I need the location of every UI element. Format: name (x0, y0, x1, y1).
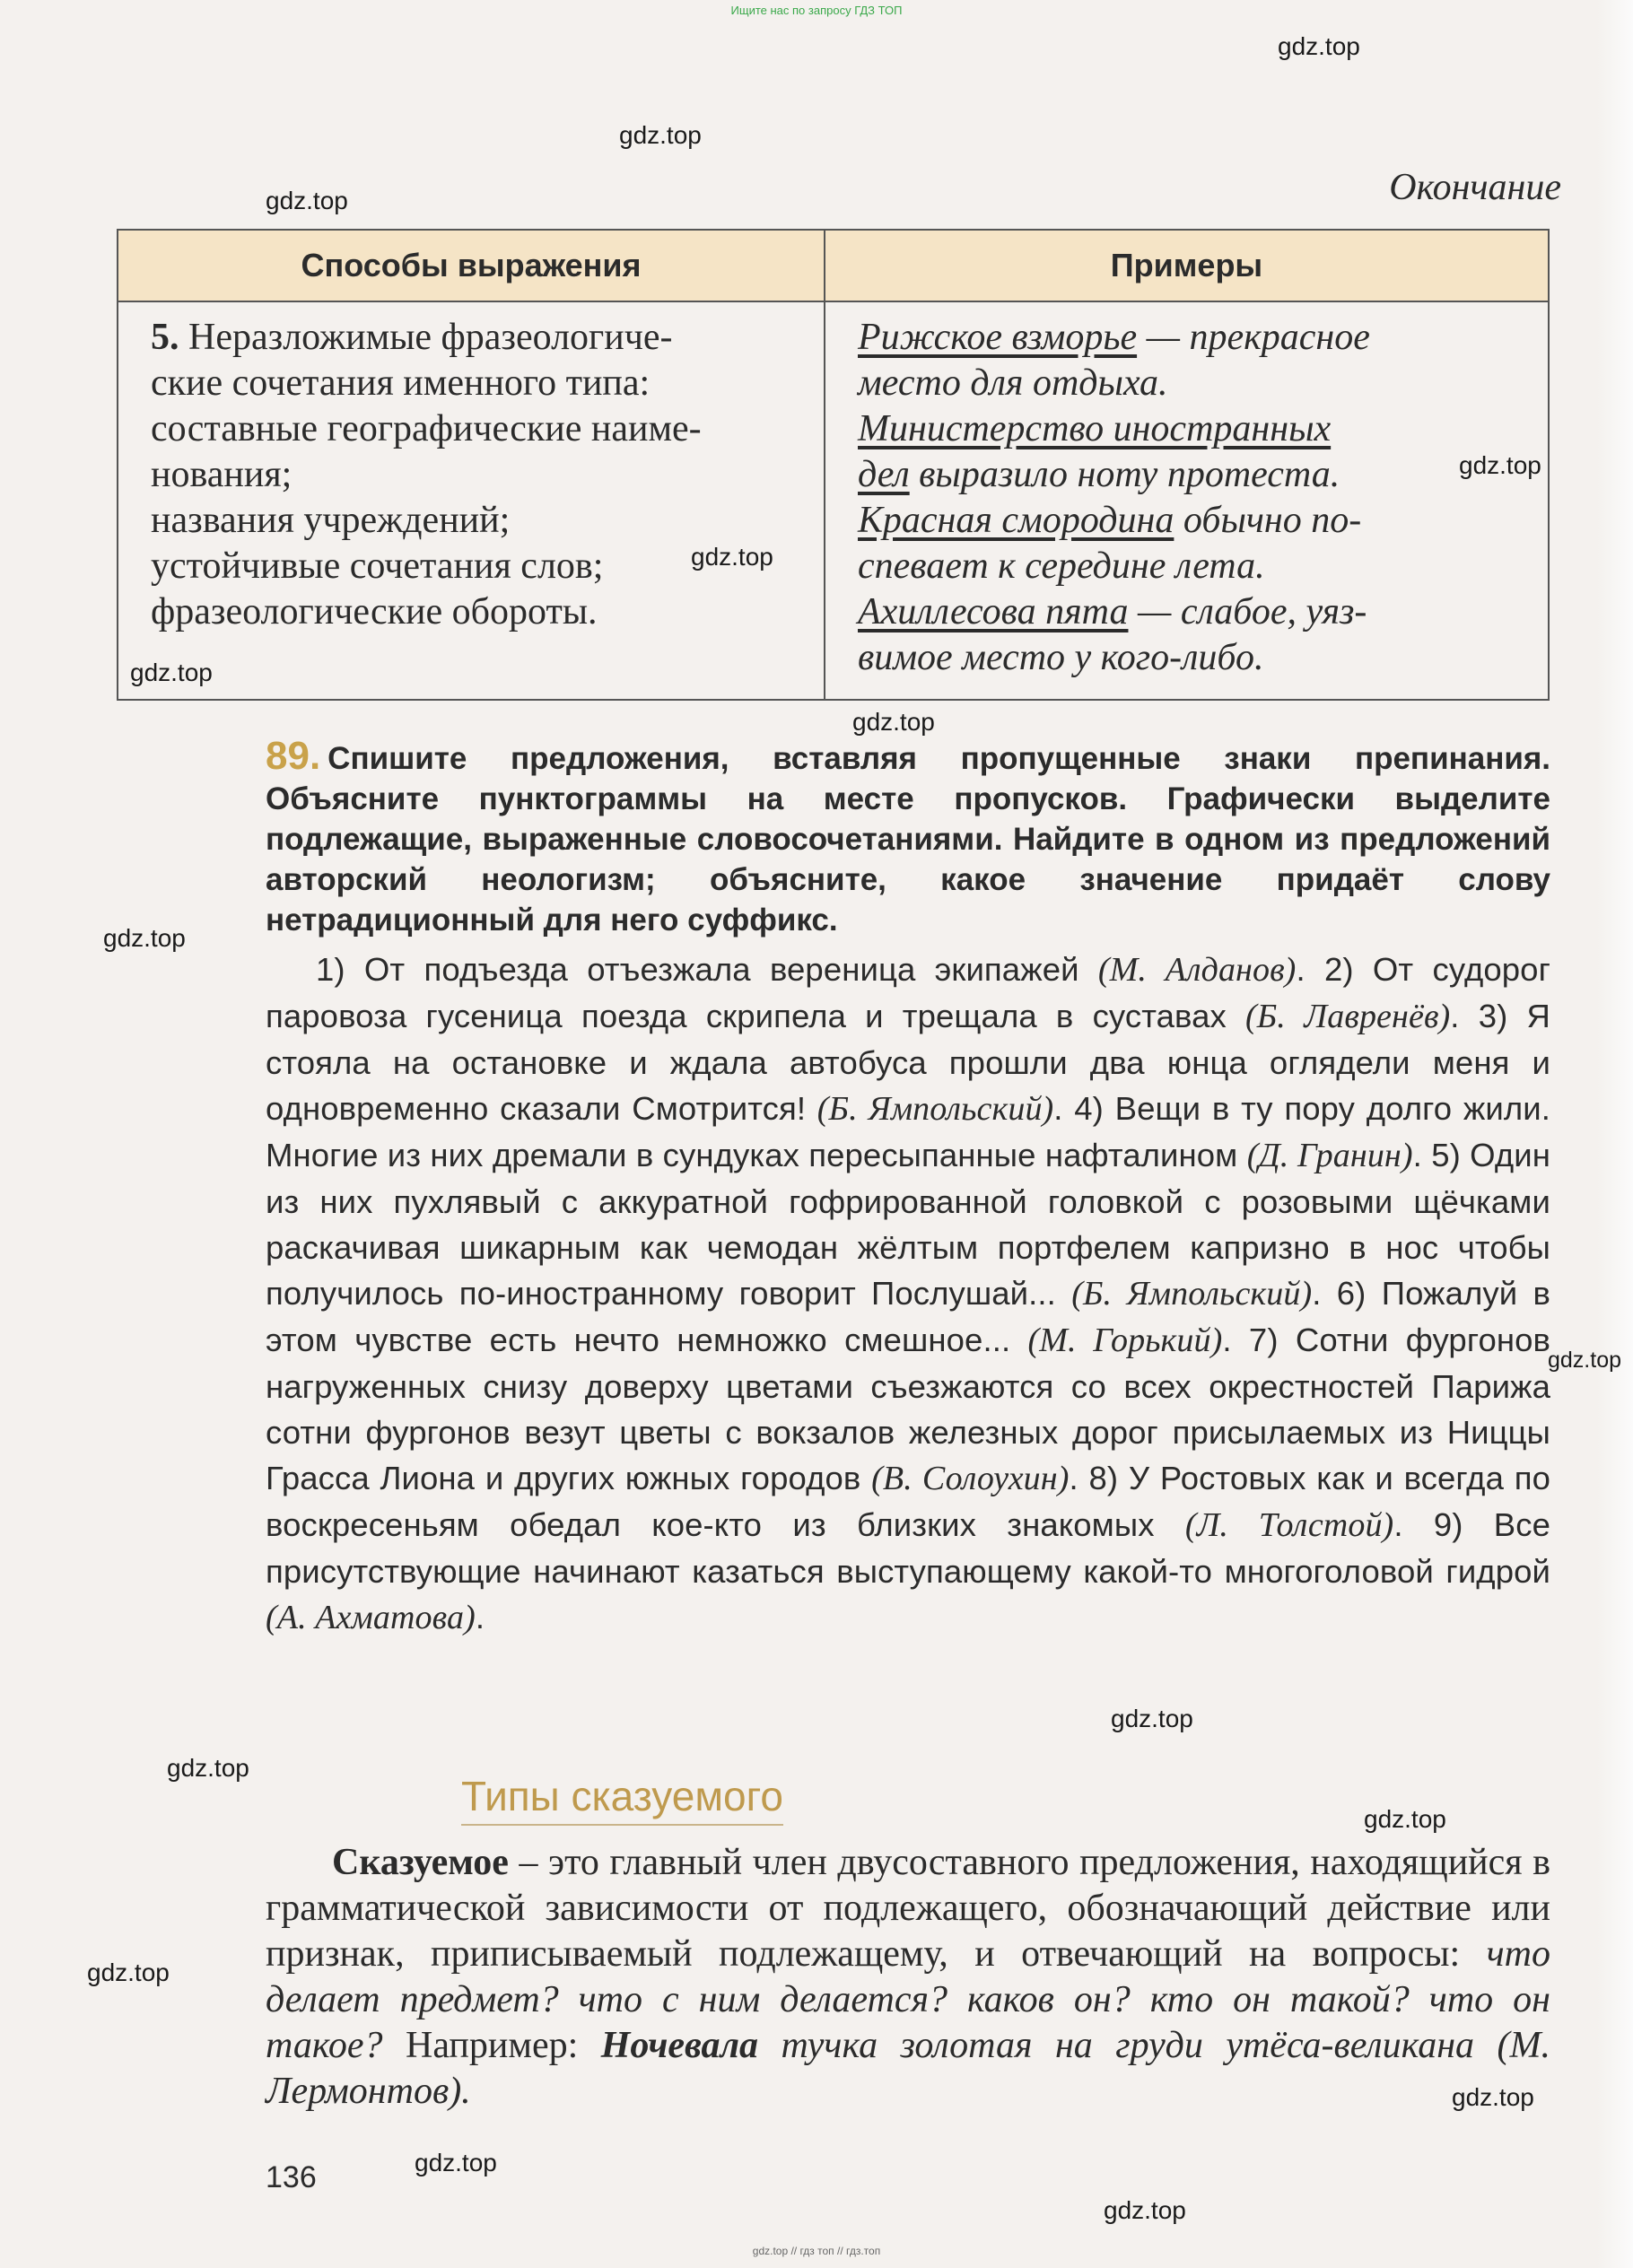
example-line (858, 589, 1521, 635)
watermark: gdz.top (852, 708, 935, 736)
example-line (858, 406, 1521, 452)
example-line (858, 361, 1521, 406)
sentence-source: (Д. Гранин) (1246, 1137, 1413, 1174)
methods-cell (118, 301, 825, 700)
example-subject: Министерство иностранных (858, 408, 1332, 449)
bottom-banner[interactable]: gdz.top // гдз топ // гдз.топ (752, 2245, 881, 2257)
sentence-source: (В. Солоухин) (871, 1460, 1070, 1497)
examples-cell (825, 301, 1549, 700)
example-line (858, 498, 1521, 544)
watermark: gdz.top (167, 1754, 249, 1782)
sentence-text: . 9) Все присутствующие начинают казаться выступающему какой-то многоголовой гидрой (266, 1506, 1550, 1590)
watermark: gdz.top (1548, 1348, 1622, 1373)
predicate-definition (266, 1840, 1550, 2115)
sentence-source: (Л. Толстой) (1184, 1506, 1394, 1544)
table-header-methods: Способы выражения (118, 230, 825, 301)
example-predicate: Ночевала (600, 2025, 759, 2066)
page-edge (1597, 0, 1633, 2268)
page-number: 136 (266, 2160, 317, 2194)
sentence-text: . 2) От судорог паровоза гусеница поезда скрипела и трещала в суставах (266, 951, 1550, 1034)
watermark: gdz.top (1278, 32, 1360, 60)
methods-line (151, 315, 797, 361)
watermark: gdz.top (691, 543, 773, 571)
sentence-text: . 8) У Ростовых как и всегда по воскресеньям обедал кое-кто из близких знакомых (266, 1460, 1550, 1543)
exercise-instruction (266, 736, 1550, 940)
definition-text: – это главный член двусоставного предложения, находящийся в грамматической зависимости от подлежащего, обозначающий действие или признак, приписываемый подлежащему, и отвечающий на вопросы: (266, 1842, 1550, 1975)
sentence-text: 1) От подъезда отъезжала вереница экипажей (316, 951, 1098, 988)
example-rest: обычно по- (1174, 500, 1362, 541)
example-rest: выразило ноту протеста. (909, 454, 1340, 495)
sentence-source: (А. Ахматова) (266, 1599, 476, 1636)
sentence-source: (Б. Ямпольский) (816, 1090, 1054, 1128)
example-subject: Красная смородина (858, 500, 1175, 541)
watermark: gdz.top (619, 121, 702, 149)
example-line (858, 635, 1521, 681)
sentence-text: . 7) Сотни фургонов нагруженных снизу доверху цветами съезжаются со всех окрестностей Парижа сотни фургонов везут цветы с вокзалов железных дорог присылаемых из Ниццы Грасса Лиона и других южных городов (266, 1322, 1550, 1496)
methods-line: составные географические наиме- (151, 408, 702, 449)
watermark: gdz.top (1459, 451, 1541, 479)
exercise-sentences (266, 946, 1550, 1641)
sentence-source: (Б. Лавренёв) (1245, 998, 1451, 1035)
example-rest: спевает к середине лета. (858, 545, 1265, 587)
exercise-number: 89. (266, 734, 321, 778)
example-intro: Например: (382, 2025, 601, 2066)
example-rest: тучка золотая на груди утёса-великана (М. Лермонтов). (266, 2025, 1550, 2112)
watermark: gdz.top (87, 1958, 170, 1986)
example-line (858, 315, 1521, 361)
watermark: gdz.top (415, 2149, 497, 2176)
watermark: gdz.top (1452, 2083, 1534, 2111)
example-subject: дел (858, 454, 910, 495)
sentence-text: . (475, 1599, 485, 1636)
table-header-row (118, 230, 1549, 301)
sentence-source: (М. Горький) (1027, 1322, 1223, 1359)
example-rest: вимое место у кого-либо. (858, 637, 1264, 678)
methods-line: нования; (151, 454, 293, 495)
methods-line: ские сочетания именного типа: (151, 362, 651, 404)
section-heading: Типы сказуемого (461, 1772, 783, 1826)
table-row (118, 301, 1549, 700)
sentence-text: . 6) Пожалуй в этом чувстве есть нечто немножко смешное... (266, 1275, 1550, 1358)
sentence-text: . 3) Я стояла на остановке и ждала автобуса прошли два юнца оглядели меня и одновременно сказали Смотрится! (266, 998, 1550, 1127)
table-header-examples: Примеры (825, 230, 1549, 301)
sentence-text: . 5) Один из них пухлявый с аккуратной гофрированной головкой с розовыми щёчками раскачивая шикарным как чемодан жёлтым портфелем капризно в нос чтобы получилось по-иностранному говорит Послушай... (266, 1137, 1551, 1312)
table-continuation-label: Окончание (1389, 167, 1561, 208)
exercise-instruction-text: Спишите предложения, вставляя пропущенные знаки препинания. Объясните пунктограммы на месте пропусков. Графически выделите подлежащие, выраженные словосочетаниями. Найдите в одном из предложений авторский неологизм; объясните, какое значение придаёт слову нетрадиционный для него суффикс. (266, 741, 1550, 938)
example-subject: Ахиллесова пята (858, 591, 1129, 632)
example-rest: — прекрасное (1137, 317, 1370, 358)
methods-line-text: Неразложимые фразеологиче- (188, 317, 673, 358)
methods-line: названия учреждений; (151, 500, 511, 541)
expression-methods-table (117, 229, 1550, 701)
item-number: 5. (151, 317, 179, 358)
sentence-source: (М. Алданов) (1097, 951, 1297, 989)
watermark: gdz.top (130, 659, 213, 686)
example-subject: Рижское взморье (858, 317, 1138, 358)
watermark: gdz.top (266, 187, 348, 214)
example-rest: место для отдыха. (858, 362, 1168, 404)
watermark: gdz.top (103, 924, 186, 952)
top-banner[interactable]: Ищите нас по запросу ГДЗ ТОП (730, 4, 903, 17)
watermark: gdz.top (1104, 2196, 1186, 2224)
example-line (858, 452, 1521, 498)
watermark: gdz.top (1111, 1705, 1193, 1732)
methods-line: фразеологические обороты. (151, 591, 598, 632)
definition-term: Сказуемое (332, 1842, 509, 1883)
watermark: gdz.top (1364, 1805, 1446, 1833)
example-rest: — слабое, уяз- (1128, 591, 1367, 632)
example-line (858, 544, 1521, 589)
definition-questions: что делает предмет? что с ним делается? каков он? кто он такой? что он такое? (266, 1933, 1550, 2066)
sentence-text: . 4) Вещи в ту пору долго жили. Многие из них дремали в сундуках пересыпанные нафталином (266, 1090, 1550, 1173)
methods-line: устойчивые сочетания слов; (151, 545, 604, 587)
sentence-source: (Б. Ямпольский) (1071, 1275, 1313, 1313)
